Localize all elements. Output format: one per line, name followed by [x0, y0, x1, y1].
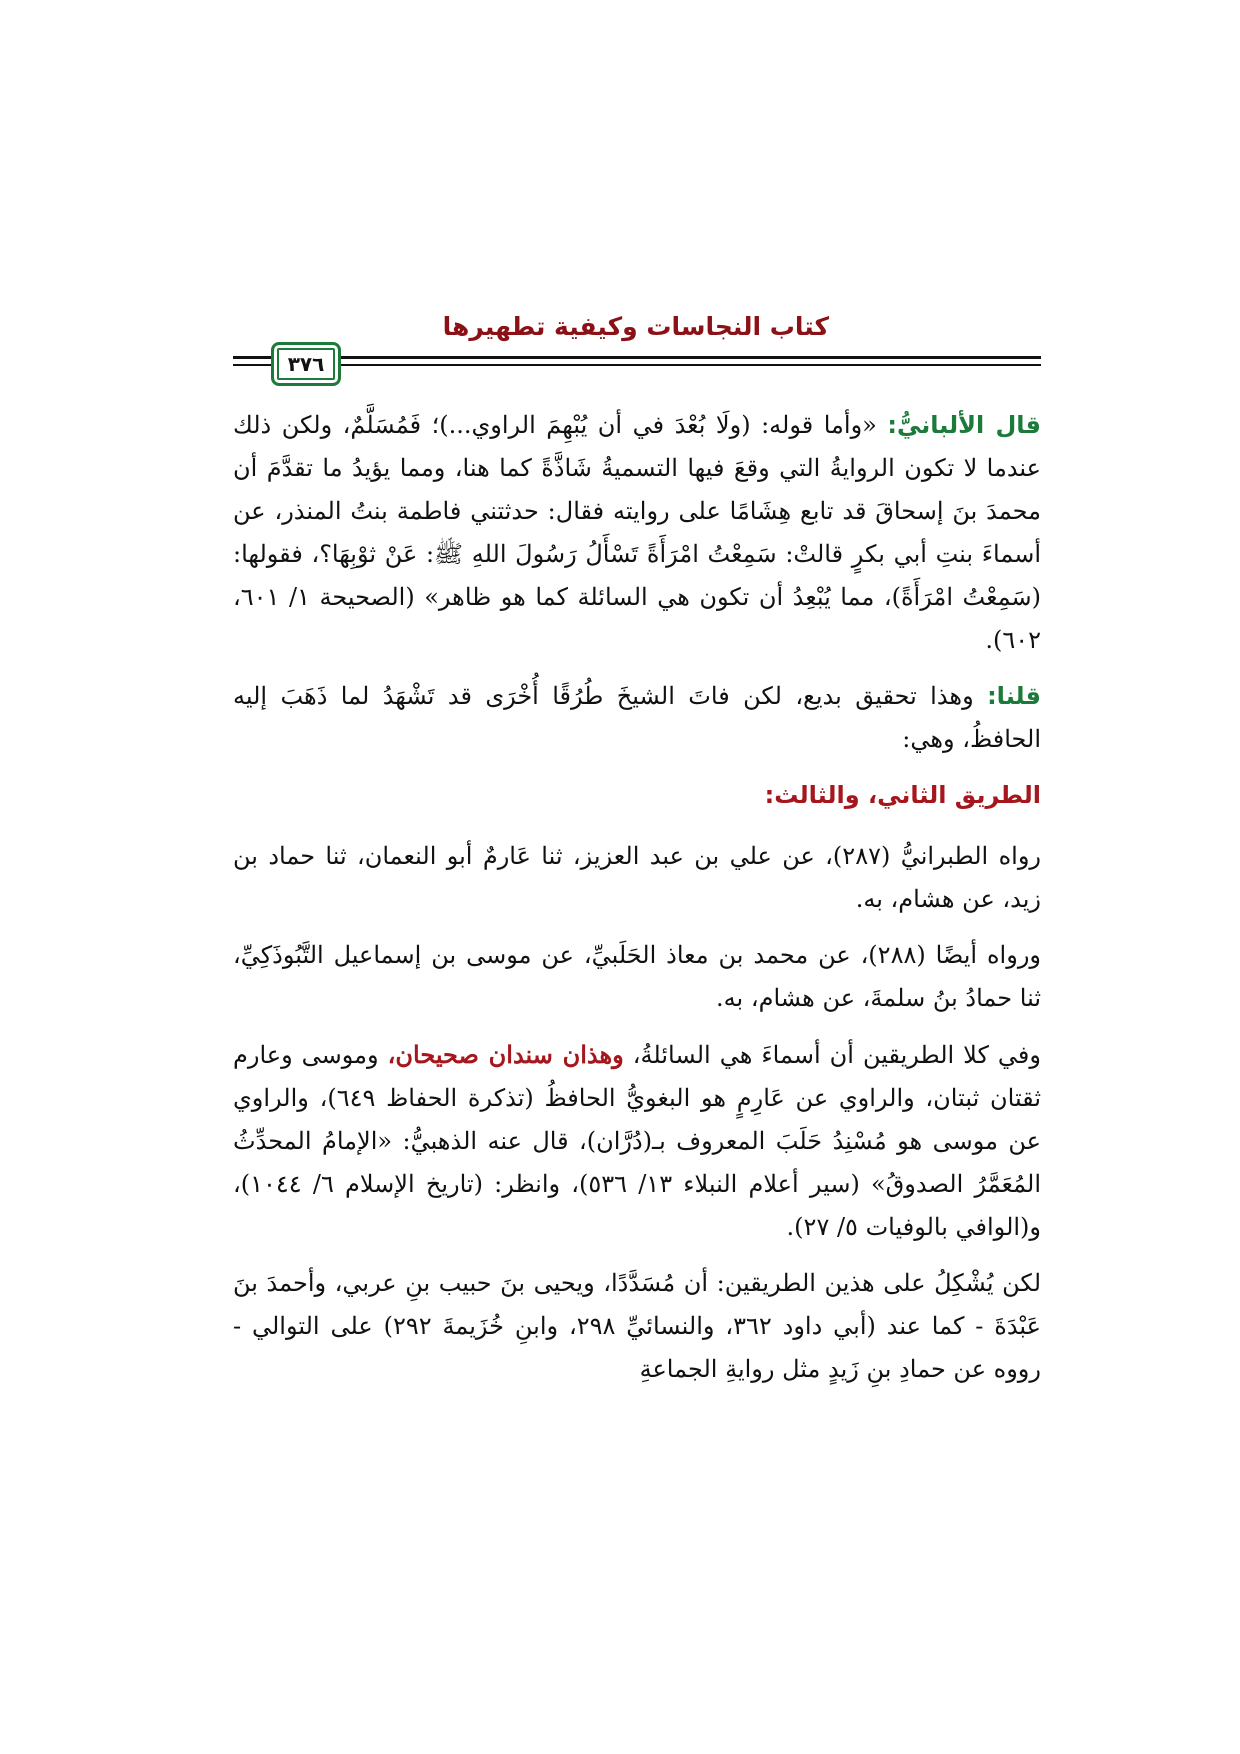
- response-text: وهذا تحقيق بديع، لكن فاتَ الشيخَ طُرُقًا أُخْرَى قد تَشْهَدُ لما ذَهَبَ إليه الحافظُ، وهي:: [233, 682, 1041, 753]
- page-body: [233, 404, 1041, 1404]
- highlight-sahih: وهذان سندان صحيحان،: [387, 1040, 624, 1069]
- speaker-label-qulna: قلنا:: [987, 682, 1041, 710]
- speaker-label-albani: قال الألبانيُّ:: [887, 411, 1041, 439]
- section-heading: الطريق الثاني، والثالث:: [764, 781, 1041, 809]
- albani-quote-text: «وأما قوله: (ولَا بُعْدَ في أن يُبْهِمَ الراوي...)؛ فَمُسَلَّمٌ، ولكن ذلك عندما لا تكون الروايةُ التي وقعَ فيها التسميةُ شَاذَّةً كما هنا، ومما يؤيدُ ما تقدَّمَ أن محمدَ بنَ إسحاقَ قد تابع هِشَامًا على روايته فقال: حدثتني فاطمة بنتُ المنذر، عن أسماءَ بنتِ أبي بكرٍ قالتْ: سَمِعْتُ امْرَأَةً تَسْأَلُ رَسُولَ اللهِ ﷺ: عَنْ ثوْبِهَا؟، فقولها: (سَمِعْتُ امْرَأَةً)، مما يُبْعِدُ أن تكون هي السائلة كما هو ظاهر» (الصحيحة ١/ ٦٠١، ٦٠٢).: [233, 411, 1041, 654]
- page-header: [233, 312, 1041, 392]
- book-title: كتاب النجاسات وكيفية تطهيرها: [442, 312, 829, 341]
- paragraph-both-routes: [233, 1033, 1041, 1249]
- header-rule-thick: [233, 356, 1041, 359]
- paragraph-albani-quote: [233, 404, 1041, 662]
- both-routes-rest: وموسى وعارم ثقتان ثبتان، والراوي عن عَارِمٍ هو البغويُّ الحافظُ (تذكرة الحفاظ ٦٤٩)، والراوي عن موسى هو مُسْنِدُ حَلَبَ المعروف بـ(دُرَّان)، قال عنه الذهبيُّ: «الإمامُ المحدِّثُ المُعَمَّرُ الصدوقُ» (سير أعلام النبلاء ١٣/ ٥٣٦)، وانظر: (تاريخ الإسلام ٦/ ١٠٤٤)، و(الوافي بالوفيات ٥/ ٢٧).: [233, 1041, 1042, 1241]
- page-number-badge: [271, 342, 341, 386]
- paragraph-objection: لكن يُشْكِلُ على هذين الطريقين: أن مُسَدَّدًا، ويحيى بنَ حبيب بنِ عربي، وأحمدَ بنَ عَبْدَةَ - كما عند (أبي داود ٣٦٢، والنسائيِّ ٢٩٨، وابنِ خُزَيمةَ ٢٩٢) على التوالي - رووه عن حمادِ بنِ زَيدٍ مثل روايةِ الجماعةِ: [233, 1269, 1042, 1383]
- paragraph-response: [233, 675, 1041, 761]
- paragraph-tabarani-288: ورواه أيضًا (٢٨٨)، عن محمد بن معاذ الحَلَبيِّ، عن موسى بن إسماعيل التَّبُوذَكِيِّ، ثنا حمادُ بنُ سلمةَ، عن هشام، به.: [233, 941, 1041, 1012]
- paragraph-tabarani-287: رواه الطبرانيُّ (٢٨٧)، عن علي بن عبد العزيز، ثنا عَارمٌ أبو النعمان، ثنا حماد بن زيد، عن هشام، به.: [233, 842, 1041, 913]
- header-rule-thin: [233, 364, 1041, 366]
- both-routes-lead: وفي كلا الطريقين أن أسماءَ هي السائلةُ،: [623, 1041, 1041, 1069]
- page-number: ٣٧٦: [287, 352, 325, 376]
